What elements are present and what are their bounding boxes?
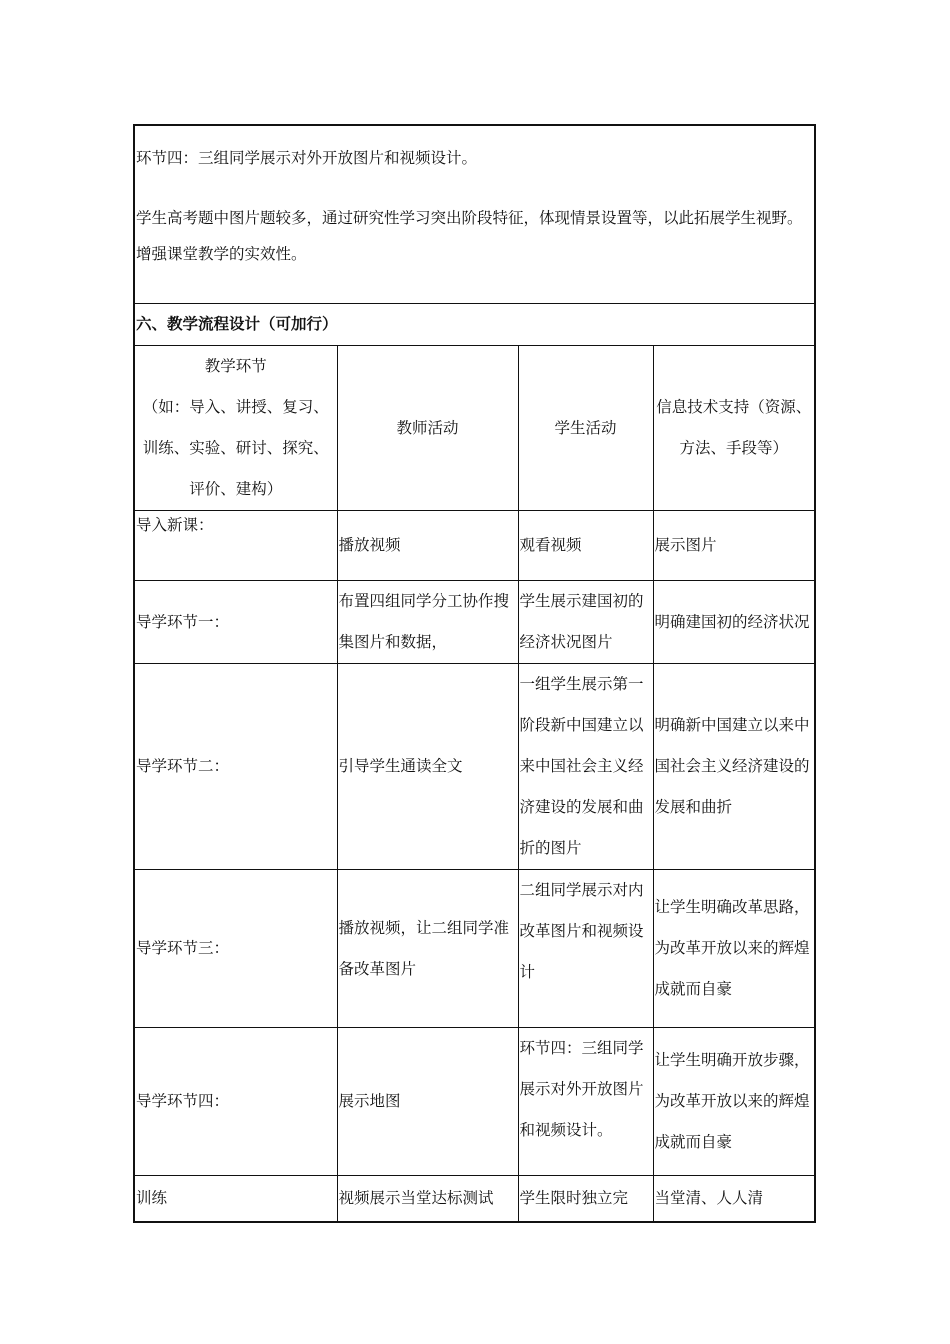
table-row [134, 870, 815, 1028]
intro-row [134, 125, 815, 304]
intro-line-1: 环节四：三组同学展示对外开放图片和视频设计。 [136, 149, 478, 167]
student-cell: 观看视频 [518, 511, 653, 581]
tech-cell: 当堂清、人人清 [653, 1176, 815, 1222]
teacher-cell: 布置四组同学分工协作搜集图片和数据， [337, 581, 518, 664]
header-tech: 信息技术支持（资源、方法、手段等） [653, 346, 815, 511]
student-cell: 学生限时独立完 [518, 1176, 653, 1222]
student-cell: 二组同学展示对内改革图片和视频设计 [518, 870, 653, 1028]
table-row [134, 1176, 815, 1222]
stage-cell: 导学环节一： [134, 581, 337, 664]
table-row [134, 581, 815, 664]
tech-cell: 明确新中国建立以来中国社会主义经济建设的发展和曲折 [653, 664, 815, 870]
teacher-cell: 播放视频 [337, 511, 518, 581]
intro-line-2: 学生高考题中图片题较多，通过研究性学习突出阶段特征，体现情景设置等，以此拓展学生视野。增强课堂教学的实效性。 [136, 209, 803, 263]
table-row [134, 664, 815, 870]
student-cell: 学生展示建国初的经济状况图片 [518, 581, 653, 664]
header-stage-examples: （如：导入、讲授、复习、训练、实验、研讨、探究、评价、建构） [142, 398, 329, 498]
lesson-plan-table [133, 124, 816, 1223]
intro-cell [134, 125, 815, 304]
stage-cell: 导学环节三： [134, 870, 337, 1028]
stage-cell: 训练 [134, 1176, 337, 1222]
tech-cell: 让学生明确开放步骤，为改革开放以来的辉煌成就而自豪 [653, 1028, 815, 1176]
tech-cell: 让学生明确改革思路，为改革开放以来的辉煌成就而自豪 [653, 870, 815, 1028]
tech-cell: 明确建国初的经济状况 [653, 581, 815, 664]
table-row [134, 511, 815, 581]
header-stage [134, 346, 337, 511]
teacher-cell: 引导学生通读全文 [337, 664, 518, 870]
table-row [134, 1028, 815, 1176]
student-cell: 一组学生展示第一阶段新中国建立以来中国社会主义经济建设的发展和曲折的图片 [518, 664, 653, 870]
section-title: 六、教学流程设计（可加行） [134, 304, 815, 346]
tech-cell: 展示图片 [653, 511, 815, 581]
stage-cell: 导学环节二： [134, 664, 337, 870]
section-row [134, 304, 815, 346]
document-page [133, 124, 814, 1206]
teacher-cell: 展示地图 [337, 1028, 518, 1176]
stage-cell: 导入新课： [134, 511, 337, 581]
header-student: 学生活动 [518, 346, 653, 511]
header-teacher: 教师活动 [337, 346, 518, 511]
header-stage-title: 教学环节 [204, 357, 267, 375]
student-cell: 环节四：三组同学展示对外开放图片和视频设计。 [518, 1028, 653, 1176]
teacher-cell: 视频展示当堂达标测试 [337, 1176, 518, 1222]
header-row [134, 346, 815, 511]
teacher-cell: 播放视频，让二组同学准备改革图片 [337, 870, 518, 1028]
stage-cell: 导学环节四： [134, 1028, 337, 1176]
